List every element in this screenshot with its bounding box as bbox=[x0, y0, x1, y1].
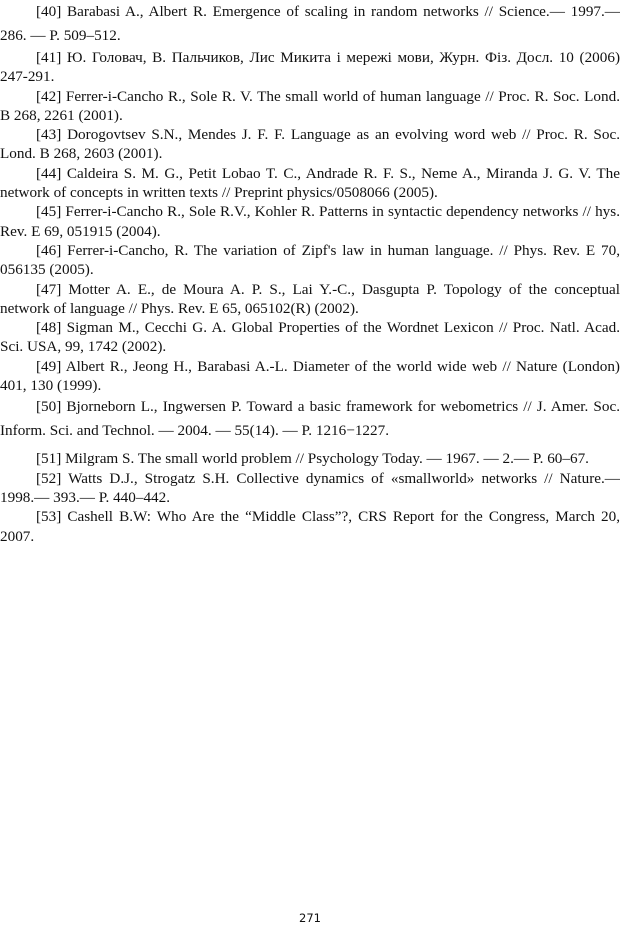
reference-item: [53] Cashell B.W: Who Are the “Middle Class”?, CRS Report for the Congress, March 20, 2007. bbox=[0, 508, 620, 545]
reference-item: [52] Watts D.J., Strogatz S.H. Collective dynamics of «smallworld» networks // Nature.— 1998.— 393.— P. 440–442. bbox=[0, 469, 620, 506]
reference-item: [41] Ю. Головач, В. Пальчиков, Лис Микита і мережі мови, Журн. Фіз. Досл. 10 (2006) 247-291. bbox=[0, 49, 620, 86]
reference-item: [44] Caldeira S. M. G., Petit Lobao T. C., Andrade R. F. S., Neme A., Miranda J. G. V. The network of concepts in written texts // Preprint physics/0508066 (2005). bbox=[0, 164, 620, 202]
reference-item: [51] Milgram S. The small world problem // Psychology Today. — 1967. — 2.— P. 60–67. bbox=[36, 450, 589, 468]
reference-item: [46] Ferrer-i-Cancho, R. The variation of Zipf's law in human language. // Phys. Rev. E 70, 056135 (2005). bbox=[0, 241, 620, 279]
reference-item: [40] Barabasi A., Albert R. Emergence of scaling in random networks // Science.— 1997.— 286. — P. 509–512. bbox=[0, 3, 620, 44]
page-number: 271 bbox=[299, 911, 321, 925]
reference-item: [50] Bjorneborn L., Ingwersen P. Toward a basic framework for webometrics // J. Amer. Soc. Inform. Sci. and Technol. — 2004. — 55(14). — P. 1216−1227. bbox=[0, 398, 620, 440]
reference-item: [49] Albert R., Jeong H., Barabasi A.-L. Diameter of the world wide web // Nature (London) 401, 130 (1999). bbox=[0, 357, 620, 395]
reference-item: [45] Ferrer-i-Cancho R., Sole R.V., Kohler R. Patterns in syntactic dependency networks // hys. Rev. E 69, 051915 (2004). bbox=[0, 203, 620, 240]
reference-item: [48] Sigman M., Cecchi G. A. Global Properties of the Wordnet Lexicon // Proc. Natl. Acad. Sci. USA, 99, 1742 (2002). bbox=[0, 319, 620, 356]
reference-item: [42] Ferrer-i-Cancho R., Sole R. V. The small world of human language // Proc. R. Soc. Lond. B 268, 2261 (2001). bbox=[0, 87, 620, 124]
reference-item: [47] Motter A. E., de Moura A. P. S., Lai Y.-C., Dasgupta P. Topology of the conceptual network of language // Phys. Rev. E 65, 065102(R) (2002). bbox=[0, 280, 620, 317]
reference-item: [43] Dorogovtsev S.N., Mendes J. F. F. Language as an evolving word web // Proc. R. Soc. Lond. B 268, 2603 (2001). bbox=[0, 126, 620, 163]
